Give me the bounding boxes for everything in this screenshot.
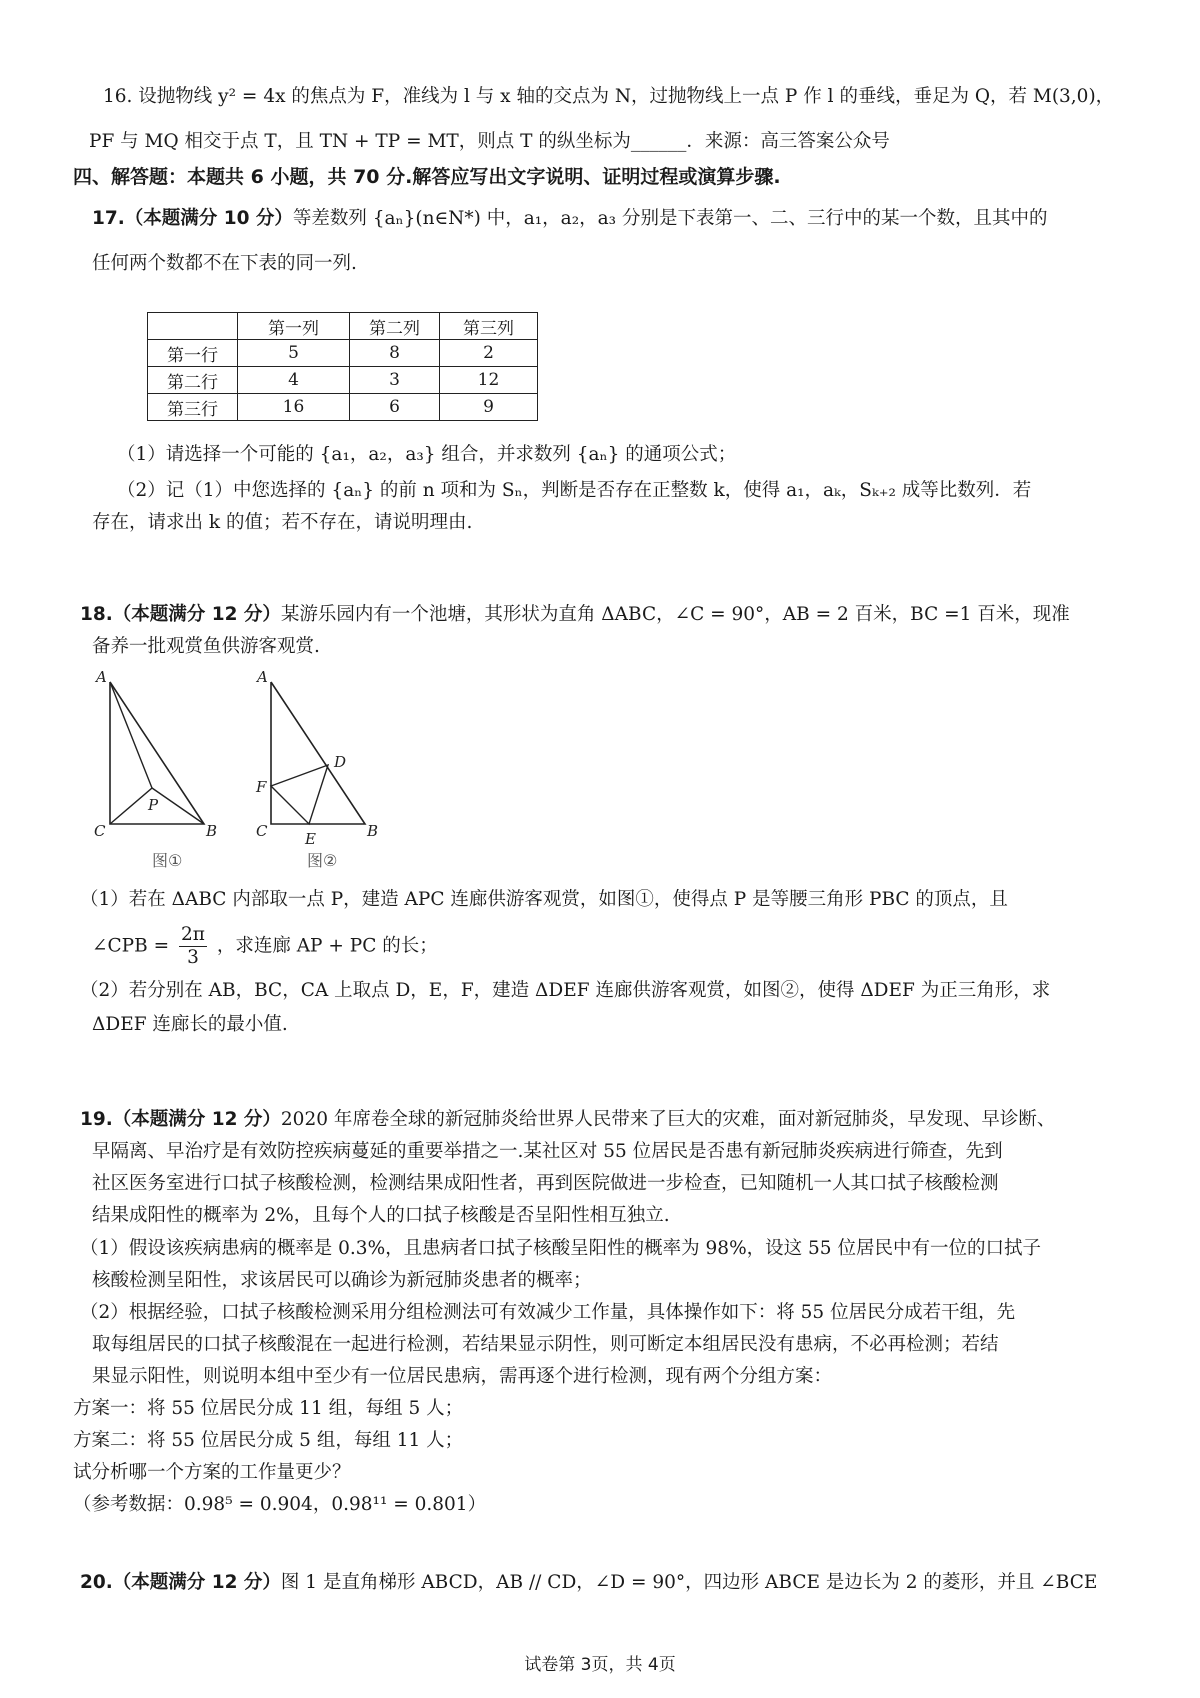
q17-line1: [92, 208, 1047, 230]
fig2-label-c: C: [256, 822, 268, 840]
table-cell: 5: [238, 340, 350, 367]
q18-part1b-text: ，求连廊 AP + PC 的长；: [216, 935, 438, 957]
table-header: 第二列: [350, 313, 440, 340]
fig2-caption: 图②: [307, 851, 338, 870]
fig1-label-c: C: [94, 822, 106, 840]
q18-part1b: [92, 924, 438, 969]
q19-plan2: 方案二：将 55 位居民分成 5 组，每组 11 人；: [73, 1430, 464, 1451]
fig1-label-p: P: [148, 796, 159, 814]
fig2-label-b: B: [367, 822, 379, 840]
figure-2: [253, 668, 393, 868]
q19-line3: 社区医务室进行口拭子核酸检测，检测结果成阳性者，再到医院做进一步检查，已知随机一人其口拭子核酸检测: [92, 1173, 999, 1194]
q17-part2a: （2）记（1）中您选择的 {aₙ} 的前 n 项和为 Sₙ，判断是否存在正整数 k，使得 a₁，aₖ，Sₖ₊₂ 成等比数列．若: [117, 480, 1032, 501]
table-header-row: [148, 313, 538, 340]
q19-line2: 早隔离、早治疗是有效防控疾病蔓延的重要举措之一.某社区对 55 位居民是否患有新冠肺炎疾病进行筛查，先到: [92, 1141, 1003, 1162]
q19-line4: 结果成阳性的概率为 2%，且每个人的口拭子核酸是否呈阳性相互独立.: [92, 1205, 670, 1226]
q17-part1: （1）请选择一个可能的 {a₁，a₂，a₃} 组合，并求数列 {aₙ} 的通项公式；: [117, 444, 737, 465]
q19-part1b: 核酸检测呈阳性，求该居民可以确诊为新冠肺炎患者的概率；: [92, 1270, 592, 1291]
q17-part2b: 存在，请求出 k 的值；若不存在，请说明理由.: [92, 512, 473, 533]
fig2-label-e: E: [305, 830, 316, 848]
q19-line1: [80, 1109, 1055, 1131]
table-header: [148, 313, 238, 340]
section-header: 四、解答题：本题共 6 小题，共 70 分.解答应写出文字说明、证明过程或演算步骤.: [73, 166, 781, 188]
table-cell: 第二行: [148, 367, 238, 394]
table-cell: 8: [350, 340, 440, 367]
q19-ask: 试分析哪一个方案的工作量更少？: [73, 1462, 351, 1483]
table-cell: 2: [440, 340, 538, 367]
fraction-den: 3: [187, 947, 199, 968]
q16-line1: 16. 设抛物线 y² = 4x 的焦点为 F，准线为 l 与 x 轴的交点为 N，过抛物线上一点 P 作 l 的垂线，垂足为 Q，若 M(3,0)，: [103, 86, 1115, 107]
q19-ref: （参考数据：0.98⁵ = 0.904，0.98¹¹ = 0.801）: [73, 1494, 487, 1515]
fig2-triangle: [271, 682, 365, 824]
q19-part1a: （1）假设该疾病患病的概率是 0.3%，且患病者口拭子核酸呈阳性的概率为 98%，设这 55 位居民中有一位的口拭子: [80, 1238, 1041, 1259]
q18-text: 某游乐园内有一个池塘，其形状为直角 ΔABC，∠C = 90°，AB = 2 百米，BC =1 百米，现准: [280, 604, 1070, 625]
table-cell: 第三行: [148, 394, 238, 421]
q18-line1: [80, 604, 1070, 626]
table-cell: 第一行: [148, 340, 238, 367]
table-row: [148, 394, 538, 421]
figure-1: [92, 668, 242, 868]
q19-part2c: 果显示阳性，则说明本组中至少有一位居民患病，需再逐个进行检测，现有两个分组方案：: [92, 1366, 833, 1387]
table-header: 第三列: [440, 313, 538, 340]
fig1-label-a: A: [96, 668, 107, 686]
q20-text: 图 1 是直角梯形 ABCD，AB // CD，∠D = 90°，四边形 ABCE 是边长为 2 的菱形，并且 ∠BCE: [280, 1572, 1098, 1593]
q20-line1: [80, 1572, 1097, 1594]
q18-part2b: ΔDEF 连廊长的最小值.: [92, 1014, 288, 1035]
q17-head: 17.（本题满分 10 分）: [92, 208, 293, 229]
table-row: [148, 367, 538, 394]
fig1-caption: 图①: [152, 851, 183, 870]
table-header: 第一列: [238, 313, 350, 340]
q16-line2: PF 与 MQ 相交于点 T，且 TN + TP = MT，则点 T 的纵坐标为______．来源：高三答案公众号: [89, 131, 890, 152]
table-cell: 3: [350, 367, 440, 394]
fig2-triangle-def: [271, 765, 328, 824]
fraction-num: 2π: [180, 924, 205, 945]
q19-head: 19.（本题满分 12 分）: [80, 1109, 281, 1130]
table-cell: 12: [440, 367, 538, 394]
table-cell: 4: [238, 367, 350, 394]
fraction-2pi-3: [179, 924, 207, 969]
fig2-label-a: A: [257, 668, 268, 686]
q19-part2a: （2）根据经验，口拭子核酸检测采用分组检测法可有效减少工作量，具体操作如下：将 55 位居民分成若干组，先: [80, 1302, 1016, 1323]
q18-part1a: （1）若在 ΔABC 内部取一点 P，建造 APC 连廊供游客观赏，如图①，使得点 P 是等腰三角形 PBC 的顶点，且: [80, 889, 1008, 910]
table-cell: 16: [238, 394, 350, 421]
fig1-path-apc: [110, 682, 152, 824]
table-row: [148, 340, 538, 367]
fig1-label-b: B: [206, 822, 218, 840]
table-cell: 6: [350, 394, 440, 421]
q18-part2a: （2）若分别在 AB，BC，CA 上取点 D，E，F，建造 ΔDEF 连廊供游客观赏，如图②，使得 ΔDEF 为正三角形，求: [80, 980, 1051, 1001]
q17-table: [147, 312, 538, 421]
q18-head: 18.（本题满分 12 分）: [80, 604, 281, 625]
fig2-label-f: F: [256, 778, 267, 796]
fig1-pb: [152, 788, 204, 824]
fig2-label-d: D: [334, 753, 347, 771]
angle-cpb: ∠CPB =: [92, 935, 170, 957]
q17-line2: 任何两个数都不在下表的同一列.: [92, 253, 357, 274]
q19-part2b: 取每组居民的口拭子核酸混在一起进行检测，若结果显示阴性，则可断定本组居民没有患病，不必再检测；若结: [92, 1334, 999, 1355]
q17-text: 等差数列 {aₙ}(n∈N*) 中，a₁，a₂，a₃ 分别是下表第一、二、三行中的某一个数，且其中的: [292, 208, 1048, 229]
q19-text: 2020 年席卷全球的新冠肺炎给世界人民带来了巨大的灾难，面对新冠肺炎，早发现、早诊断、: [280, 1109, 1056, 1130]
table-cell: 9: [440, 394, 538, 421]
q20-head: 20.（本题满分 12 分）: [80, 1572, 281, 1593]
q18-line2: 备养一批观赏鱼供游客观赏.: [92, 636, 320, 657]
page-footer: 试卷第 3页，共 4页: [524, 1655, 676, 1675]
q19-plan1: 方案一：将 55 位居民分成 11 组，每组 5 人；: [73, 1398, 464, 1419]
